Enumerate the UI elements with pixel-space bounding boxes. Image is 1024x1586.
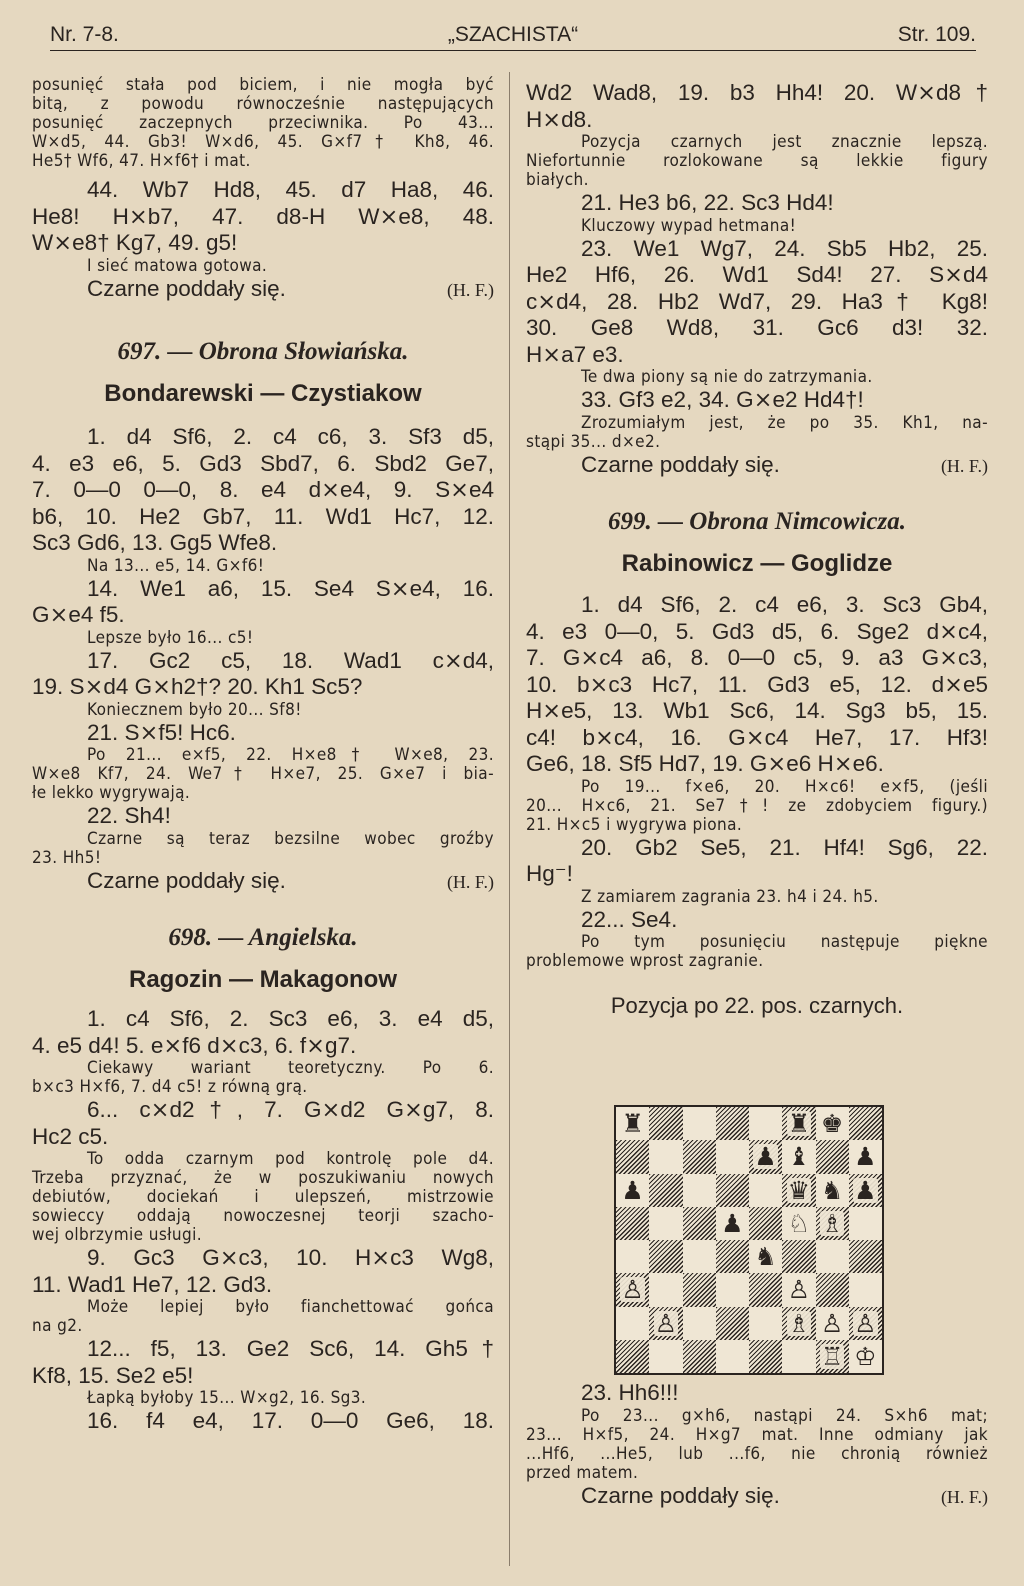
board-square <box>782 1174 815 1207</box>
result-line <box>87 276 494 303</box>
move-line: b6, 10. He2 Gb7, 11. Wd1 Hc7, 12. <box>32 503 494 529</box>
intro-comment <box>32 76 494 171</box>
board-square <box>616 1307 649 1340</box>
move-line: c⨯d4, 28. Hb2 Wd7, 29. Ha3† Kg8! <box>526 288 988 314</box>
move-line: 1. d4 Sf6, 2. c4 c6, 3. Sf3 d5, <box>87 424 494 449</box>
board-square <box>649 1140 682 1173</box>
moves-44 <box>32 177 494 257</box>
move-line: 22. Sh4! <box>87 803 171 828</box>
result-line <box>581 452 988 479</box>
board-square <box>782 1107 815 1140</box>
game-699-moves <box>526 592 988 971</box>
comment-line: przed matem. <box>526 1462 639 1483</box>
chess-piece-icon: ♖ <box>820 1341 844 1371</box>
comment-line: Trzeba przyznać, że w poszukiwaniu nowych <box>32 1168 494 1188</box>
move-line: 7. 0—0 0—0, 8. e4 d⨯e4, 9. S⨯e4 <box>32 477 494 502</box>
board-square <box>816 1307 849 1340</box>
comment-line: He5† Wf6, 47. H⨯f6† i mat. <box>32 151 251 171</box>
chess-piece-icon: ♔ <box>854 1341 877 1371</box>
result-line <box>87 868 494 895</box>
board-square <box>849 1140 882 1173</box>
chess-piece-icon: ♜ <box>787 1109 811 1139</box>
board-square <box>616 1273 649 1306</box>
result-line <box>581 1483 988 1510</box>
board-square <box>649 1107 682 1140</box>
right-column-bottom <box>526 1380 988 1509</box>
chess-piece-icon: ♞ <box>754 1242 777 1272</box>
comment-line: debiutów, dociekań i ulepszeń, mistrzowie <box>32 1187 494 1207</box>
chess-piece-icon: ♘ <box>787 1208 811 1238</box>
comment-line: sowieccy oddają nowoczesnej teorji szacho- <box>32 1206 494 1226</box>
comment-line: łe lekko wygrywają. <box>32 783 191 803</box>
chess-piece-icon: ♟ <box>854 1175 877 1205</box>
board-square <box>616 1340 649 1373</box>
comment-line: ...Hf6, ...He5, lub ...f6, nie chronią również <box>526 1443 988 1464</box>
move-line: 44. Wb7 Hd8, 45. d7 Ha8, 46. <box>87 177 494 202</box>
comment-line: posunięć zaczepnych przeciwnika. Po 43... <box>32 113 494 133</box>
comment-line: 20... H⨯c6, 21. Se7†! ze zdobyciem figury.) <box>526 795 988 816</box>
chess-piece-icon: ♟ <box>721 1208 744 1238</box>
move-line: 33. Gf3 e2, 34. G⨯e2 Hd4†! <box>581 387 864 412</box>
board-square <box>782 1207 815 1240</box>
board-square <box>683 1273 716 1306</box>
board-square <box>816 1140 849 1173</box>
board-square <box>683 1140 716 1173</box>
board-square <box>616 1174 649 1207</box>
move-line: 21. S⨯f5! Hc6. <box>87 719 236 745</box>
comment-line: Pozycja czarnych jest znacznie lepszą. <box>581 132 988 152</box>
comment-line: Na 13... e5, 14. G⨯f6! <box>87 555 265 576</box>
comment-line: bitą, z powodu równocześnie następujących <box>32 94 494 114</box>
board-square <box>749 1273 782 1306</box>
game-title: 698. — Angielska. <box>168 924 358 951</box>
comment-line: białych. <box>526 170 589 190</box>
move-line: 22... Se4. <box>581 906 678 932</box>
chess-piece-icon: ♙ <box>787 1275 811 1305</box>
board-square <box>782 1307 815 1340</box>
board-square <box>716 1107 749 1140</box>
board-square <box>816 1340 849 1373</box>
comment-line: wej olbrzymie usługi. <box>32 1225 203 1245</box>
board-square <box>716 1174 749 1207</box>
move-line: 30. Ge8 Wd8, 31. Gc6 d3! 32. <box>526 315 988 340</box>
move-line: 9. Gc3 G⨯c3, 10. H⨯c3 Wg8, <box>87 1245 494 1270</box>
board-square <box>749 1174 782 1207</box>
move-line: 4. e5 d4! 5. e⨯f6 d⨯c3, 6. f⨯g7. <box>32 1032 357 1058</box>
game-697-moves <box>32 424 494 868</box>
board-square <box>849 1340 882 1373</box>
comment-line: Czarne są teraz bezsilne wobec groźby <box>87 828 494 849</box>
chess-piece-icon: ♙ <box>621 1275 644 1305</box>
move-line: H⨯a7 e3. <box>526 341 624 367</box>
game-players: Ragozin — Makagonow <box>128 966 397 993</box>
move-line: 17. Gc2 c5, 18. Wad1 c⨯d4, <box>87 647 494 673</box>
board-square <box>683 1107 716 1140</box>
diagram-caption: Pozycja po 22. pos. czarnych. <box>610 993 904 1018</box>
board-square <box>816 1174 849 1207</box>
move-line: H⨯d8. <box>526 106 593 132</box>
move-line: 23. We1 Wg7, 24. Sb5 Hb2, 25. <box>581 235 988 261</box>
move-line: 16. f4 e4, 17. 0—0 Ge6, 18. <box>87 1408 494 1433</box>
move-line: 23. Hh6!!! <box>581 1380 679 1405</box>
comment-line: W⨯d5, 44. Gb3! W⨯d6, 45. G⨯f7† Kh8, 46. <box>32 132 494 152</box>
comment-line: Ciekawy wariant teoretyczny. Po 6. <box>87 1058 494 1078</box>
move-line: He8! H⨯b7, 47. d8-H W⨯e8, 48. <box>32 203 494 229</box>
comment-line: problemowe wprost zagranie. <box>526 951 764 971</box>
board-square <box>649 1273 682 1306</box>
comment-line: Zrozumiałym jest, że po 35. Kh1, na- <box>581 412 988 433</box>
annotator-initials: (H. F.) <box>940 1486 988 1507</box>
chess-piece-icon: ♟ <box>754 1142 777 1172</box>
comment-line: Lepsze było 16... c5! <box>87 627 254 648</box>
comment-line: W⨯e8 Kf7, 24. We7† H⨯e7, 25. G⨯e7 i bia- <box>32 764 494 784</box>
board-square <box>849 1307 882 1340</box>
board-square <box>649 1340 682 1373</box>
board-square <box>849 1273 882 1306</box>
move-line: c4! b⨯c4, 16. G⨯c4 He7, 17. Hf3! <box>526 724 988 750</box>
board-square <box>683 1307 716 1340</box>
chess-piece-icon: ♞ <box>820 1175 844 1205</box>
board-square <box>649 1174 682 1207</box>
board-square <box>816 1207 849 1240</box>
move-line: Kf8, 15. Se2 e5! <box>32 1362 194 1388</box>
board-square <box>616 1240 649 1273</box>
comment-line: Te dwa piony są nie do zatrzymania. <box>581 367 873 387</box>
journal-title: „SZACHISTA“ <box>447 23 579 46</box>
board-square <box>649 1307 682 1340</box>
board-square <box>749 1307 782 1340</box>
result-text: Czarne poddały się. <box>87 867 286 893</box>
comment-line: b⨯c3 H⨯f6, 7. d4 c5! z równą grą. <box>32 1077 308 1097</box>
board-square <box>782 1340 815 1373</box>
comment-line: stąpi 35... d⨯e2. <box>526 431 661 452</box>
chess-piece-icon: ♙ <box>854 1308 877 1338</box>
board-square <box>749 1140 782 1173</box>
move-line: W⨯e8† Kg7, 49. g5! <box>32 230 238 255</box>
comment-line: Łapką byłoby 15... W⨯g2, 16. Sg3. <box>87 1388 367 1408</box>
column-divider <box>509 72 510 1566</box>
comment-line: Po tym posunięciu następuje piękne <box>581 932 988 952</box>
result-text: Czarne poddały się. <box>581 451 780 477</box>
game-players: Rabinowicz — Goglidze <box>621 550 893 577</box>
move-line: Wd2 Wad8, 19. b3 Hh4! 20. W⨯d8† <box>526 80 988 105</box>
game-players: Bondarewski — Czystiakow <box>104 380 422 407</box>
move-line: 11. Wad1 He7, 12. Gd3. <box>32 1271 273 1297</box>
move-line: G⨯e4 f5. <box>32 602 125 627</box>
comment-line: Z zamiarem zagrania 23. h4 i 24. h5. <box>581 886 879 907</box>
board-square <box>716 1307 749 1340</box>
board-square <box>849 1107 882 1140</box>
board-square <box>849 1240 882 1273</box>
move-line: 1. c4 Sf6, 2. Sc3 e6, 3. e4 d5, <box>87 1006 494 1031</box>
board-square <box>849 1207 882 1240</box>
move-line: Ge6, 18. Sf5 Hd7, 19. G⨯e6 H⨯e6. <box>526 751 884 776</box>
chess-piece-icon: ♚ <box>820 1109 844 1139</box>
board-square <box>816 1240 849 1273</box>
board-square <box>616 1107 649 1140</box>
board-square <box>816 1273 849 1306</box>
comment-line: Może lepiej było fianchettować gońca <box>87 1297 494 1317</box>
board-square <box>616 1207 649 1240</box>
move-line: Hc2 c5. <box>32 1123 109 1149</box>
comment-line: na g2. <box>32 1316 83 1336</box>
comment-line: posunięć stała pod biciem, i nie mogła być <box>32 75 494 95</box>
move-line: H⨯e5, 13. Wb1 Sc6, 14. Sg3 b5, 15. <box>526 698 988 723</box>
board-square <box>716 1340 749 1373</box>
comment-line: Po 21... e⨯f5, 22. H⨯e8† W⨯e8, 23. <box>87 745 494 765</box>
board-square <box>683 1240 716 1273</box>
board-square <box>649 1240 682 1273</box>
page-header <box>50 18 976 51</box>
chess-piece-icon: ♝ <box>787 1142 811 1172</box>
board-square <box>849 1174 882 1207</box>
left-column <box>32 76 494 1435</box>
board-square <box>782 1140 815 1173</box>
board-square <box>782 1273 815 1306</box>
issue-number: Nr. 7-8. <box>50 23 119 46</box>
move-line: 4. e3 e6, 5. Gd3 Sbd7, 6. Sbd2 Ge7, <box>32 450 494 476</box>
result-text: Czarne poddały się. <box>87 275 286 301</box>
move-line: 21. He3 b6, 22. Sc3 Hd4! <box>581 190 834 215</box>
chess-diagram <box>614 1105 884 1375</box>
move-line: 1. d4 Sf6, 2. c4 e6, 3. Sc3 Gb4, <box>581 592 988 617</box>
annotator-initials: (H. F.) <box>446 871 494 892</box>
board-square <box>649 1207 682 1240</box>
comment-line: Kluczowy wypad hetmana! <box>581 215 797 236</box>
annotator-initials: (H. F.) <box>446 279 494 300</box>
board-square <box>749 1240 782 1273</box>
board-square <box>716 1273 749 1306</box>
board-square <box>616 1140 649 1173</box>
board-square <box>716 1207 749 1240</box>
move-line: He2 Hf6, 26. Wd1 Sd4! 27. S⨯d4 <box>526 262 988 287</box>
comment-line: To odda czarnym pod kontrolę pole d4. <box>87 1149 494 1169</box>
comment-line: Koniecznem było 20... Sf8! <box>87 699 302 720</box>
chess-piece-icon: ♛ <box>787 1175 811 1205</box>
move-line: 4. e3 0—0, 5. Gd3 d5, 6. Sge2 d⨯c4, <box>526 618 988 644</box>
chess-piece-icon: ♜ <box>621 1109 644 1139</box>
chess-piece-icon: ♟ <box>854 1142 877 1172</box>
board-square <box>716 1240 749 1273</box>
right-column <box>526 80 988 1019</box>
move-line: Sc3 Gd6, 13. Gg5 Wfe8. <box>32 530 278 555</box>
comment-line: I sieć matowa gotowa. <box>87 255 268 276</box>
move-line: 10. b⨯c3 Hc7, 11. Gd3 e5, 12. d⨯e5 <box>526 671 988 697</box>
board-square <box>782 1240 815 1273</box>
chess-piece-icon: ♙ <box>820 1308 844 1338</box>
move-line: 7. G⨯c4 a6, 8. 0—0 c5, 9. a3 G⨯c3, <box>526 645 988 670</box>
comment-line: 23. Hh5! <box>32 847 102 868</box>
chess-piece-icon: ♗ <box>820 1208 844 1238</box>
game-title: 699. — Obrona Nimcowicza. <box>608 508 906 535</box>
board-square <box>683 1340 716 1373</box>
board-square <box>683 1174 716 1207</box>
page-number: Str. 109. <box>897 23 976 46</box>
comment-line: 21. H⨯c5 i wygrywa piona. <box>526 814 743 835</box>
board-square <box>749 1207 782 1240</box>
annotator-initials: (H. F.) <box>940 455 988 476</box>
comment-line: Po 23... g⨯h6, nastąpi 24. S⨯h6 mat; <box>581 1405 988 1426</box>
result-text: Czarne poddały się. <box>581 1482 780 1508</box>
move-line: 6... c⨯d2†, 7. G⨯d2 G⨯g7, 8. <box>87 1097 494 1122</box>
move-line: 12... f5, 13. Ge2 Sc6, 14. Gh5† <box>87 1336 494 1361</box>
game-698-moves <box>32 1006 494 1435</box>
game-title: 697. — Obrona Słowiańska. <box>117 338 409 365</box>
board-square <box>749 1340 782 1373</box>
chess-piece-icon: ♗ <box>787 1308 811 1338</box>
move-line: 20. Gb2 Se5, 21. Hf4! Sg6, 22. <box>581 834 988 860</box>
board-square <box>749 1107 782 1140</box>
move-line: 19. S⨯d4 G⨯h2†? 20. Kh1 Sc5? <box>32 674 363 699</box>
board-square <box>816 1107 849 1140</box>
chess-piece-icon: ♙ <box>654 1308 678 1338</box>
board-square <box>683 1207 716 1240</box>
comment-line: 23... H⨯f5, 24. H⨯g7 mat. Inne odmiany jak <box>526 1424 988 1445</box>
move-line: Hg⁻! <box>526 861 573 886</box>
move-line: 14. We1 a6, 15. Se4 S⨯e4, 16. <box>87 575 494 601</box>
comment-line: Po 19... f⨯e6, 20. H⨯c6! e⨯f5, (jeśli <box>581 776 988 797</box>
chess-piece-icon: ♟ <box>621 1175 644 1205</box>
board-square <box>716 1140 749 1173</box>
comment-line: Niefortunnie rozlokowane są lekkie figury <box>526 151 988 171</box>
